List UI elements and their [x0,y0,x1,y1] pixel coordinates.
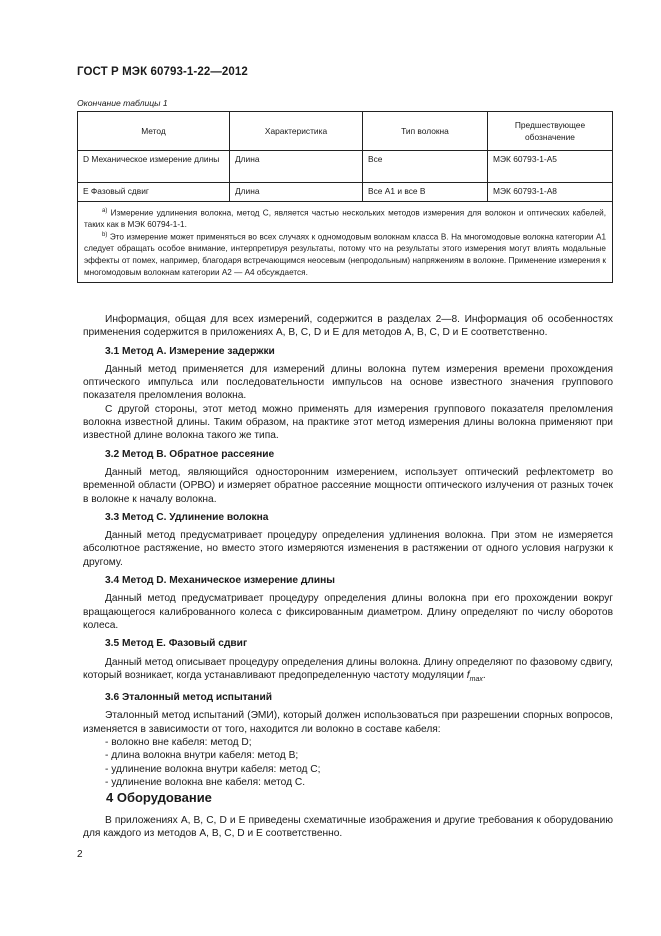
section-heading: 3.6 Эталонный метод испытаний [105,692,272,704]
fmax-symbol: f [466,669,470,681]
table-cell: МЭК 60793-1-А5 [488,151,613,183]
footnote-a [84,207,606,231]
column-header: Метод [78,112,230,151]
paragraph: Эталонный метод испытаний (ЭМИ), который должен использоваться при разрешении спорных вопросов, изменяется в зависимости от того, находится ли волокно в составе кабеля: [83,710,613,735]
section-heading: 3.5 Метод Е. Фазовый сдвиг [105,638,248,650]
paragraph: Данный метод, являющийся односторонним измерением, использует оптический рефлектометр во временной области (ОРВО) и измеряет обратное рассеяние мощности оптического излучения от разных точек в волокне к началу волокна. [83,466,613,505]
paragraph: С другой стороны, этот метод можно применять для измерения группового показателя преломления волокна известной длины. Таким образом, на практике этот метод измерения длины волокна применяют при известной длине волокна такого же типа. [83,403,613,442]
section-heading: 3.4 Метод D. Механическое измерение длины [105,575,335,587]
footnote-mark: b) [102,232,108,239]
footnote-text: Измерение удлинения волокна, метод С, является частью нескольких методов измерения для волокон и оптических кабелей, таких как в МЭК 60794-1-1. [84,208,606,230]
column-header: Характеристика [230,112,363,151]
list-item: - волокно вне кабеля: метод D; [105,737,252,749]
main-text [83,313,613,789]
page-number: 2 [77,849,83,860]
paragraph: Данный метод предусматривает процедуру определения длины волокна при его прохождении вокруг вращающегося калиброванного колеса с фиксированным диаметром. Длину определяют по числу оборотов колеса. [83,593,613,631]
footnote-mark: а) [102,208,108,214]
table-row [78,151,613,183]
methods-table [77,111,613,283]
section-heading: 3.1 Метод А. Измерение задержки [105,345,275,357]
paragraph-text: Данный метод описывает процедуру определения длины волокна. Длину определяют по фазовому сдвигу, который возникает, когда устанавливают предопределенную частоту модуляции [83,656,613,681]
table-cell: D Механическое измерение длины [78,151,230,183]
table-notes-row [78,202,613,283]
paragraph: Данный метод применяется для измерений длины волокна путем измерения времени прохождения оптического импульса или последовательности импульсов на основе известного значения группового показателя преломления волокна. [83,363,613,402]
table-cell: МЭК 60793-1-А8 [488,183,613,202]
section-heading: 3.2 Метод В. Обратное рассеяние [105,448,275,460]
paragraph: Данный метод предусматривает процедуру определения удлинения волокна. При этом не измеряется абсолютное растяжение, но вместо этого измеряются изменения в растяжении от одного условия нагрузки к другому. [83,530,613,568]
table-cell: Е Фазовый сдвиг [78,183,230,202]
column-header: Тип волокна [363,112,488,151]
table-cell: Все [363,151,488,183]
table-header-row [78,112,613,151]
table-cell: Все А1 и все В [363,183,488,202]
document-header: ГОСТ Р МЭК 60793-1-22—2012 [77,66,248,78]
fmax-subscript: max [469,675,483,683]
table-row [78,183,613,202]
reference-method-list [83,736,613,789]
table-caption: Окончание таблицы 1 [77,98,168,108]
section-4-text [83,814,613,841]
section-heading: 3.3 Метод С. Удлинение волокна [105,511,269,523]
list-item: - длина волокна внутри кабеля: метод В; [105,750,299,762]
intro-paragraph: Информация, общая для всех измерений, содержится в разделах 2—8. Информация об особенностях применения содержится в приложениях А, В, С, D и Е для методов А, В, С, D и Е соответственно. [83,314,613,339]
paragraph: Данный метод описывает процедуру определения длины волокна. Длину определяют по фазовому сдвигу, который возникает, когда устанавливают предопределенную частоту модуляции $f_{max}$. [83,656,613,683]
paragraph: В приложениях А, В, С, D и Е приведены схематичные изображения и другие требования к оборудованию для каждого из методов А, В, С, D и Е соответственно. [83,815,613,840]
table-cell: Длина [230,151,363,183]
table-notes [78,202,613,283]
list-item: - удлинение волокна внутри кабеля: метод С; [105,763,321,775]
table-cell: Длина [230,183,363,202]
footnote-b [84,231,606,278]
column-header: Предшествующее обозначение [488,112,613,151]
list-item: - удлинение волокна вне кабеля: метод С. [105,776,306,788]
footnote-text: Это измерение может применяться во всех случаях к одномодовым волокнам класса В. На многомодовые волокна категории А1 следует обращать особое внимание, интерпретируя результаты, потому что на результаты этого измерения могут влиять модальные эффекты от помех, например, благодаря встречающимся неосевым (непродольным) напряжениям в волокне. Применение измерения к многомодовым волокнам категории А2 — А4 обсуждается. [84,232,606,277]
section-4-heading: 4 Оборудование [106,790,212,805]
